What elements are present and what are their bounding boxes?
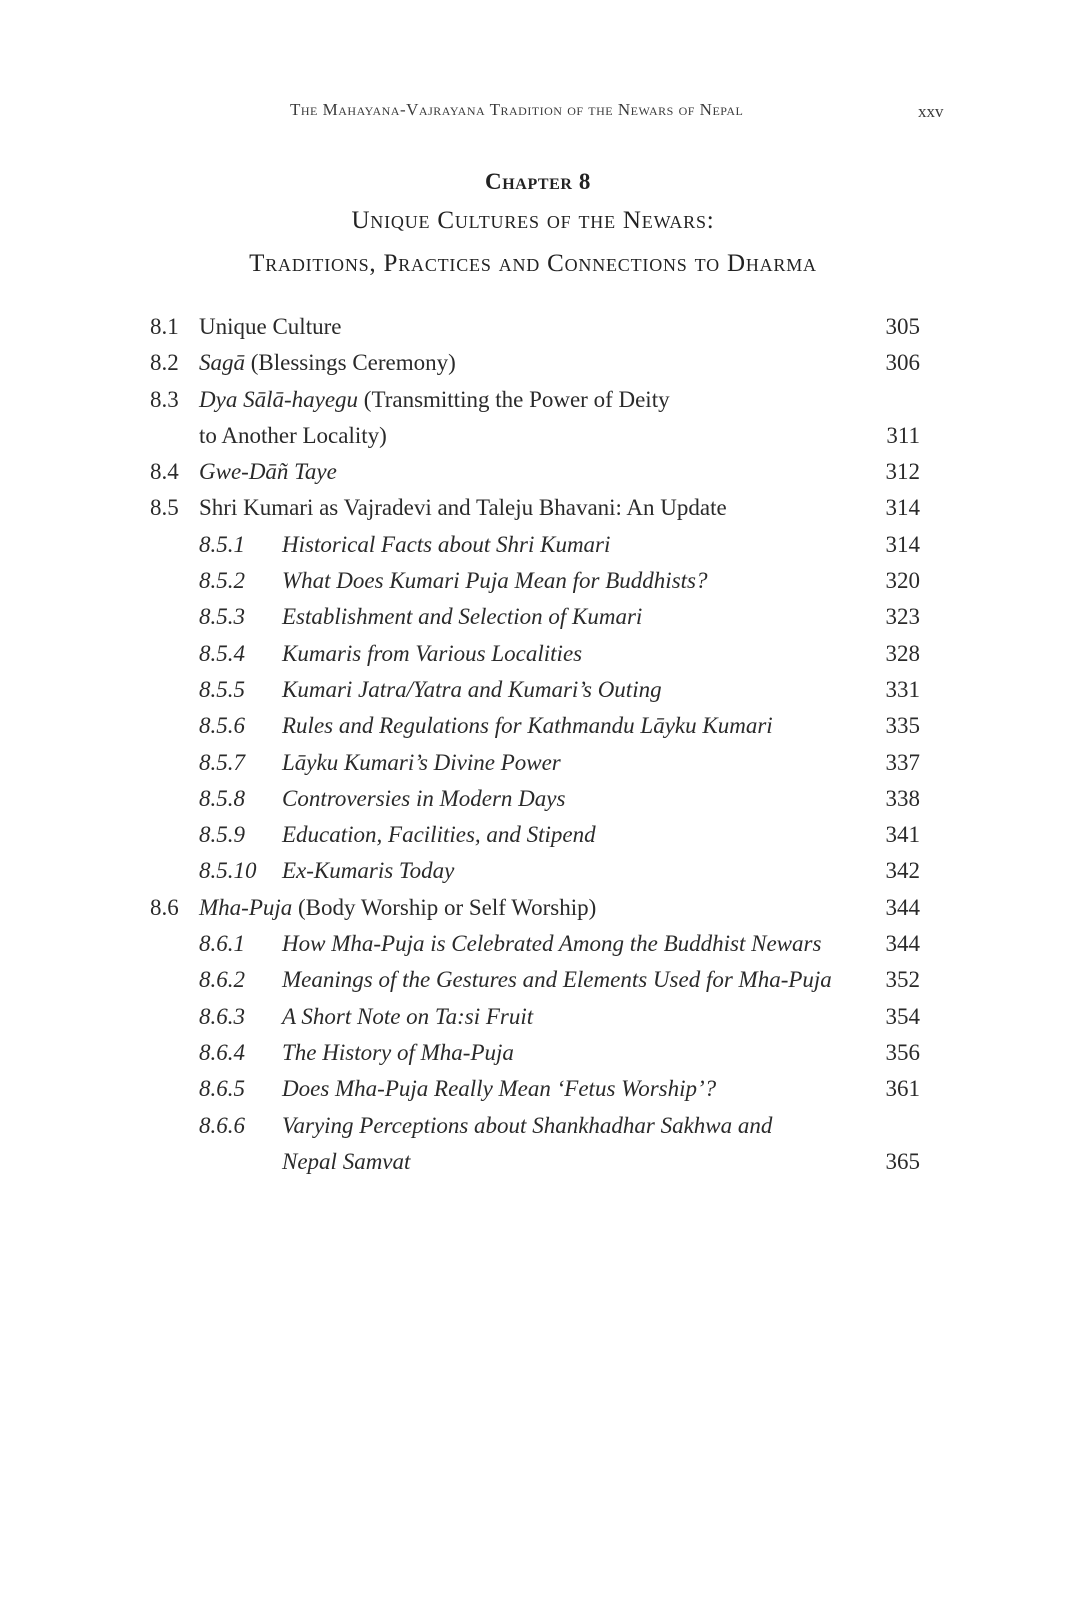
toc-entry-8-5-4[interactable] [0,636,1066,672]
toc-page: 314 [885,495,920,521]
toc-entry-8-5-3[interactable] [0,599,1066,635]
toc-entry-8-6[interactable] [0,890,1066,926]
toc-page: 311 [886,422,920,448]
toc-title: Does Mha-Puja Really Mean ‘Fetus Worship’? [282,1076,717,1102]
toc-page: 323 [885,604,920,630]
toc-page: 338 [885,785,920,811]
toc-title: Unique Culture [199,314,342,339]
chapter-title-line-1: Unique Cultures of the Newars: [351,207,715,234]
toc-title: Mha-Puja (Body Worship or Self Worship) [199,894,597,920]
toc-number: 8.5.9 [199,822,245,848]
toc-title-continued: Nepal Samvat [282,1148,411,1174]
toc-title: Varying Perceptions about Shankhadhar Sakhwa and [282,1112,773,1138]
toc-title: How Mha-Puja is Celebrated Among the Buddhist Newars [282,931,822,957]
toc-page: 365 [885,1148,920,1174]
table-of-contents [0,309,1066,1180]
toc-title: A Short Note on Ta:si Fruit [282,1003,534,1029]
toc-number: 8.5 [150,495,179,521]
toc-number: 8.2 [150,350,179,376]
chapter-label: Chapter 8 [485,169,591,194]
toc-number: 8.1 [150,314,179,339]
toc-number: 8.6.5 [199,1076,245,1102]
toc-title: Shri Kumari as Vajradevi and Taleju Bhavani: An Update [199,495,727,521]
toc-number: 8.5.1 [199,531,245,557]
toc-title: Kumaris from Various Localities [282,640,583,666]
toc-number: 8.6.1 [199,931,245,957]
toc-page: 306 [885,350,920,376]
toc-title: Establishment and Selection of Kumari [282,604,643,630]
toc-entry-8-2[interactable] [0,345,1066,381]
toc-title-continued: to Another Locality) [199,422,387,448]
toc-page: 320 [885,568,920,594]
page-number: xxv [918,102,944,121]
toc-page: 328 [885,640,920,666]
toc-number: 8.3 [150,386,179,412]
toc-entry-8-5-8[interactable] [0,781,1066,817]
toc-page: 337 [885,749,920,775]
toc-page: 344 [885,894,920,920]
toc-number: 8.5.3 [199,604,245,630]
toc-page: 341 [885,822,920,848]
toc-number: 8.6 [150,894,179,920]
toc-entry-8-3[interactable] [0,382,1066,418]
toc-entry-8-5-7[interactable] [0,745,1066,781]
toc-number: 8.4 [150,459,179,485]
toc-entry-8-5-5[interactable] [0,672,1066,708]
toc-page: 342 [885,858,920,884]
toc-entry-8-5[interactable] [0,490,1066,526]
toc-number: 8.5.8 [199,785,245,811]
toc-number: 8.5.7 [199,749,245,775]
toc-number: 8.6.4 [199,1039,245,1065]
toc-entry-8-6-4[interactable] [0,1035,1066,1071]
toc-entry-8-5-9[interactable] [0,817,1066,853]
chapter-heading [0,168,1066,282]
toc-page: 356 [885,1039,920,1065]
toc-entry-8-6-6-continued[interactable] [0,1144,1066,1180]
toc-page: 352 [885,967,920,993]
toc-number: 8.5.2 [199,568,245,594]
toc-page: 312 [885,459,920,485]
toc-page: 354 [885,1003,920,1029]
toc-number: 8.6.2 [199,967,245,993]
toc-title: Lāyku Kumari’s Divine Power [282,749,561,775]
toc-title: Historical Facts about Shri Kumari [282,531,611,557]
toc-number: 8.5.10 [199,858,257,884]
toc-entry-8-5-2[interactable] [0,563,1066,599]
toc-title: Dya Sālā-hayegu (Transmitting the Power of Deity [199,386,670,412]
toc-title: Ex-Kumaris Today [282,858,455,884]
toc-entry-8-5-10[interactable] [0,853,1066,889]
toc-entry-8-6-5[interactable] [0,1071,1066,1107]
toc-number: 8.5.5 [199,676,245,702]
toc-entry-8-6-1[interactable] [0,926,1066,962]
toc-number: 8.6.3 [199,1003,245,1029]
toc-entry-8-5-6[interactable] [0,708,1066,744]
toc-entry-8-1[interactable] [0,309,1066,345]
toc-entry-8-3-continued[interactable] [0,418,1066,454]
toc-entry-8-6-3[interactable] [0,999,1066,1035]
toc-title: Sagā (Blessings Ceremony) [199,350,456,376]
toc-number: 8.5.6 [199,713,245,739]
toc-entry-8-6-6[interactable] [0,1108,1066,1144]
running-head-title: The Mahayana-Vajrayana Tradition of the Newars of Nepal [290,100,744,119]
toc-entry-8-6-2[interactable] [0,962,1066,998]
toc-entry-8-4[interactable] [0,454,1066,490]
toc-page: 344 [885,931,920,957]
toc-title: Controversies in Modern Days [282,785,566,811]
toc-title: The History of Mha-Puja [282,1039,514,1065]
toc-title: What Does Kumari Puja Mean for Buddhists? [282,568,708,594]
toc-title: Rules and Regulations for Kathmandu Lāyku Kumari [282,713,773,739]
chapter-title-line-2: Traditions, Practices and Connections to Dharma [249,250,817,277]
toc-page: 314 [885,531,920,557]
toc-page: 331 [885,676,920,702]
toc-title: Education, Facilities, and Stipend [282,822,596,848]
toc-entry-8-5-1[interactable] [0,527,1066,563]
toc-title: Meanings of the Gestures and Elements Used for Mha-Puja [282,967,832,993]
toc-page: 305 [885,314,920,339]
toc-page: 335 [885,713,920,739]
toc-page: 361 [885,1076,920,1102]
toc-number: 8.5.4 [199,640,245,666]
toc-title: Gwe-Dāñ Taye [199,459,337,485]
toc-number: 8.6.6 [199,1112,245,1138]
toc-title: Kumari Jatra/Yatra and Kumari’s Outing [282,676,662,702]
